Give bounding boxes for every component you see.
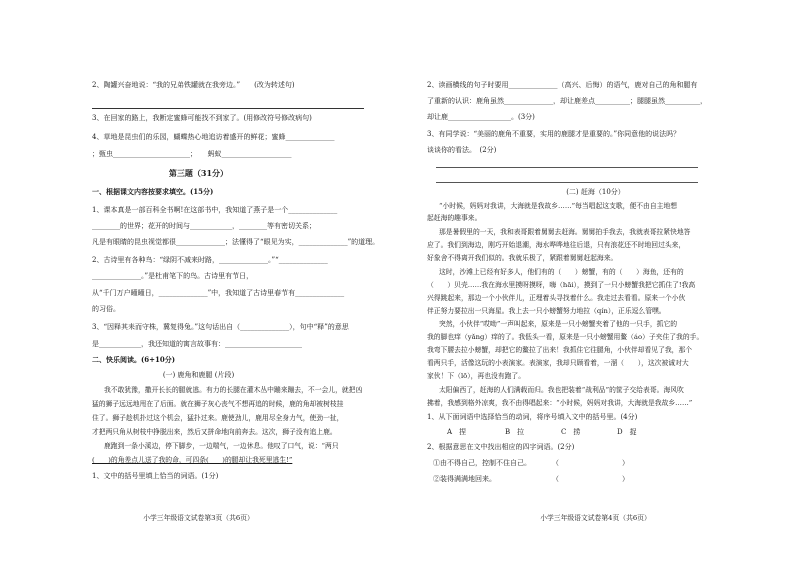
- fill-2-line-3: 从“千门万户曈曈日，______________”中，我知道了古诗里春节有______________: [92, 289, 345, 297]
- passage-2-line: 起赶海的趣事来。: [427, 214, 482, 222]
- passage-1-line: 我不敢犹豫，撒开长长的腿就逃。有力的长腿在灌木丛中蹦来蹦去，不一会儿，就把凶: [104, 386, 363, 394]
- fill-2-line-4: 的习俗。: [92, 305, 120, 313]
- passage-2-question-2: 2、根据意思在文中找出相应的四字词语。(2分): [427, 443, 575, 451]
- question-4: 4、草地是昆虫们的乐园，蝴蝶热心地追访着盛开的鲜花；蜜蜂______________: [92, 133, 335, 141]
- part-2-title: 二、快乐阅读。(6+10分): [92, 355, 176, 364]
- question-2-item-2: ②装得满满地回来。 （ ）: [433, 475, 629, 483]
- part-1-title: 一、根据课文内容按要求填空。(15分): [92, 187, 214, 196]
- fill-1-line-3: 凡是有眼睛的昆虫视觉都很______________；法懂得了“眼见为实，______________”的道理。: [92, 238, 380, 246]
- option-a: A 捏: [447, 428, 467, 436]
- passage-2-line: “小时候，妈妈对我讲，大海就是我故乡……”每当唱起这支歌，便不由自主地想: [439, 202, 678, 210]
- passage-2-line: 那是暑假里的一天，我和表哥跟着舅舅去赶海。舅舅拍手我去，我就表哥拉紧快地答: [439, 228, 691, 236]
- question-2: 2、陶罐兴奋地说：“我的兄弟铁罐就在我旁边。” (改为转述句): [92, 81, 295, 89]
- exam-page-right: [397, 0, 794, 561]
- fill-3-line-2: 是____________，我还知道的寓言故事有：______________________: [92, 340, 302, 348]
- fill-1-line-1: 1、课本真是一部百科全书啊!在这部书中，我知道了燕子是一个______________: [92, 206, 338, 214]
- passage-1-question-2: 2、读画横线的句子时要用______________（高兴、后悔）的语气，鹿对自己的角和腿有: [427, 81, 698, 89]
- passage-2-line: 家伙！下（lō），再也没有跑了。: [427, 372, 526, 380]
- passage-1-question-3-cont: 谈谈你的看法。 (2分): [427, 146, 497, 154]
- passage-1-line: 猛的狮子远远地甩在了后面。就在狮子灰心丧气不想再追的时候，鹿的角却被树枝挂: [92, 400, 344, 408]
- passage-2-line: 我的脚也痒（yǎng）痒的了。我低头一看，原来是一只小螃蟹用鳌（áo）子夹住了我的手。: [427, 333, 704, 341]
- option-b: B 拉: [505, 428, 525, 436]
- page-footer: 小学三年级语文试卷第3页（共6页）: [143, 514, 254, 522]
- question-2-item-1: ①由不得自己，控制不住自己。 （ ）: [433, 459, 629, 467]
- answer-line: [436, 182, 698, 183]
- passage-2-question-1: 1、从下面词语中选择恰当的动词，将序号填入文中的括号里。(4分): [427, 413, 638, 421]
- passage-1-question-2-cont: 却让鹿__________________。(3分): [427, 113, 535, 121]
- passage-1-line: 住了。狮子趁机扑过这个机会，猛扑过来。鹿使劲儿，鹿用尽全身力气，使劲一扯，: [92, 414, 344, 422]
- passage-1-question-3: 3、有同学说：“美丽的鹿角不重要，实用的鹿腿才是重要的。”你同意他的说法吗？: [427, 130, 681, 138]
- fill-2-line-2: ______________。”是杜甫笔下的鸟。古诗里有节日，: [92, 272, 254, 280]
- answer-line: [92, 108, 364, 109]
- option-d: D 捉: [617, 428, 637, 436]
- passage-1-line: 才把两只角从树枝中挣脱出来，然后又拼命地向前奔去。这次，狮子没有追上鹿。: [92, 428, 337, 436]
- passage-1-underlined-line: ( )的角差点儿送了我的命，可四条( )的腿却让我死里逃生!”: [92, 456, 293, 464]
- passage-2-line: 应了。我们到海边，刚巧开始退潮，海水哗哗地往后退，只有浪花还不时地回过头来，: [427, 241, 686, 249]
- option-c: C 捞: [561, 428, 581, 436]
- passage-2-line: 拂着，我感到格外凉爽，我不由得唱起来：“小时候，妈妈对我讲，大海就是我故乡……”: [427, 399, 693, 407]
- passage-1-title: (一) 鹿角和鹿腿 (片段): [162, 371, 235, 379]
- question-4-cont: ；甄虫______________________； 蚂蚁____________________: [92, 150, 292, 158]
- passage-1-question-2-cont: 了重新的认识：鹿角虽然______________，却让鹿差点__________；腿腿虽然__________，: [427, 97, 707, 105]
- fill-1-line-2: ________的世界；花开的时间与____________，________等有密切关系；: [92, 222, 316, 230]
- page-footer: 小学三年级语文试卷第4页（共6页）: [540, 514, 651, 522]
- passage-1-line: 鹿跑到一条小溪边，停下脚步，一边喘气，一边休息。他叹了口气，说：“两只: [104, 442, 339, 450]
- passage-2-line: 太阳偏西了，赶海的人们满载而归。我也把装着“战利品”的筐子交给表哥。海风吹: [439, 386, 684, 394]
- passage-2-line: 我弯下腰去拉小螃蟹，却把它的鳌拉了出来！我抓住它往腿角，小伙伴却看见了我，那个: [427, 346, 693, 354]
- passage-2-line: 兴得跳起来，那边一个小伙伴儿，正埋着头寻找着什么。我走过去看看。原来一个小伙: [427, 294, 686, 302]
- passage-2-line: 伴正努力要拉出一只海星。我上去一只小螃蟹努力地拉（qín），正乐逗么管嘿。: [427, 307, 666, 315]
- passage-1-question-1: 1、文中的括号里填上恰当的词语。(1分): [92, 472, 219, 480]
- passage-2-line: 突然，小伙伴“哎呦”一声叫起来，原来是一只小螃蟹夹着了他的一只手，抓它的: [439, 320, 678, 328]
- fill-2-line-1: 2、古诗里有各种鸟：“绿阴不减来时路，______________。”“______________: [92, 256, 328, 264]
- passage-2-line: 这时，沙滩上已经有好多人，他们有的（ ）螃蟹，有的（ ）海鱼，还有的: [439, 268, 684, 276]
- answer-line: [436, 167, 698, 168]
- passage-2-line: （ ）贝壳……我在海水里摸呀摸呀，嗨（hāi），摸到了一只小螃蟹我把它抓住了!我高: [427, 281, 696, 289]
- question-3: 3、在回家的路上，我断定蜜蜂可能找不到家了。(用修改符号修改病句): [92, 114, 312, 122]
- passage-2-line: 好象舍不得离开我们似的。我就乐极了，紧跟着舅舅赶起海来。: [427, 254, 618, 262]
- fill-3-line-1: 3、“因释其耒而守株，冀复得兔。”这句话出自（______________），句中“释”的意思: [92, 323, 349, 331]
- passage-2-title: (二) 赶海（10分）: [566, 188, 625, 196]
- section-3-title: 第三题（31分）: [168, 168, 229, 178]
- passage-2-line: 看两只手，活像这玩的小表演家。表演家，我却只顾看着，一溜（ ），这次被诚对大: [427, 359, 689, 367]
